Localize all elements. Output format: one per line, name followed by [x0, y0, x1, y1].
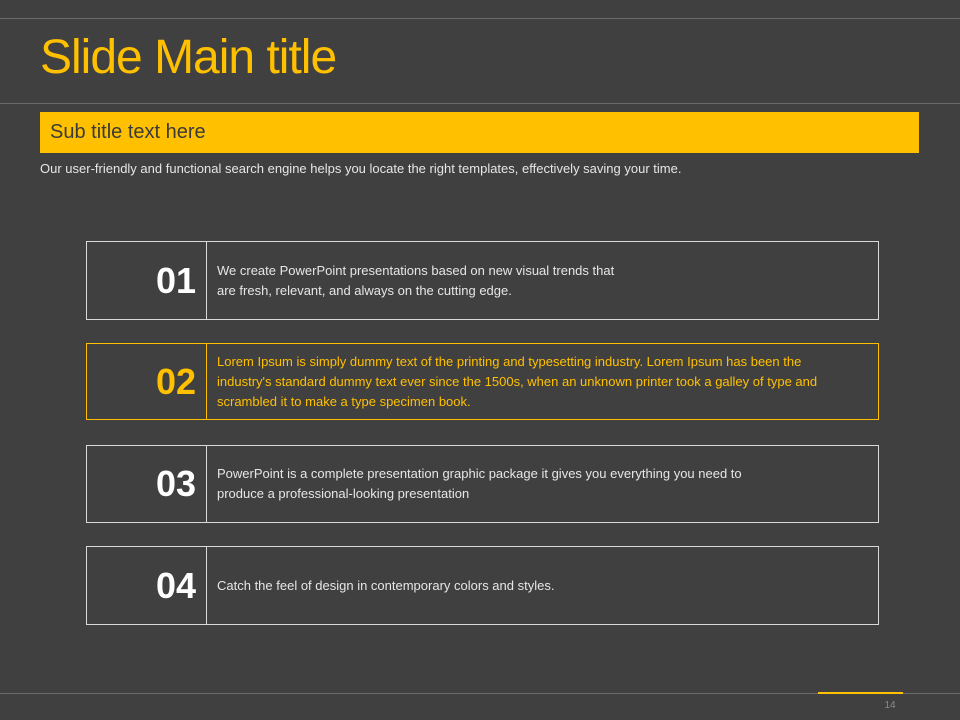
slide-description: Our user-friendly and functional search engine helps you locate the right templates, effectively saving your time.: [40, 161, 682, 176]
item-text: We create PowerPoint presentations based on new visual trends that are fresh, relevant, and always on the cutting edge.: [217, 262, 615, 298]
footer-divider: [0, 693, 960, 694]
item-number: 03: [87, 446, 207, 522]
list-item-03: [86, 445, 879, 523]
item-number: 02: [87, 344, 207, 419]
item-number: 04: [87, 547, 207, 624]
top-divider: [0, 18, 960, 19]
subtitle-bar: [40, 112, 919, 153]
item-text: Lorem Ipsum is simply dummy text of the printing and typesetting industry. Lorem Ipsum has been the industry's standard dummy text ever since the 1500s, when an unknown printer took a galley of type and scrambled it to make a type specimen book.: [217, 353, 818, 409]
list-item-04: [86, 546, 879, 625]
footer-accent-bar: [818, 692, 903, 694]
page-number: 14: [884, 700, 896, 711]
title-divider: [0, 103, 960, 104]
list-item-02: [86, 343, 879, 420]
item-text: Catch the feel of design in contemporary colors and styles.: [217, 577, 555, 593]
subtitle-text: Sub title text here: [50, 121, 206, 143]
slide-title: Slide Main title: [40, 31, 337, 84]
item-text: PowerPoint is a complete presentation graphic package it gives you everything you need to produce a professional-looking presentation: [217, 466, 742, 501]
list-item-01: [86, 241, 879, 320]
item-number: 01: [87, 242, 207, 319]
